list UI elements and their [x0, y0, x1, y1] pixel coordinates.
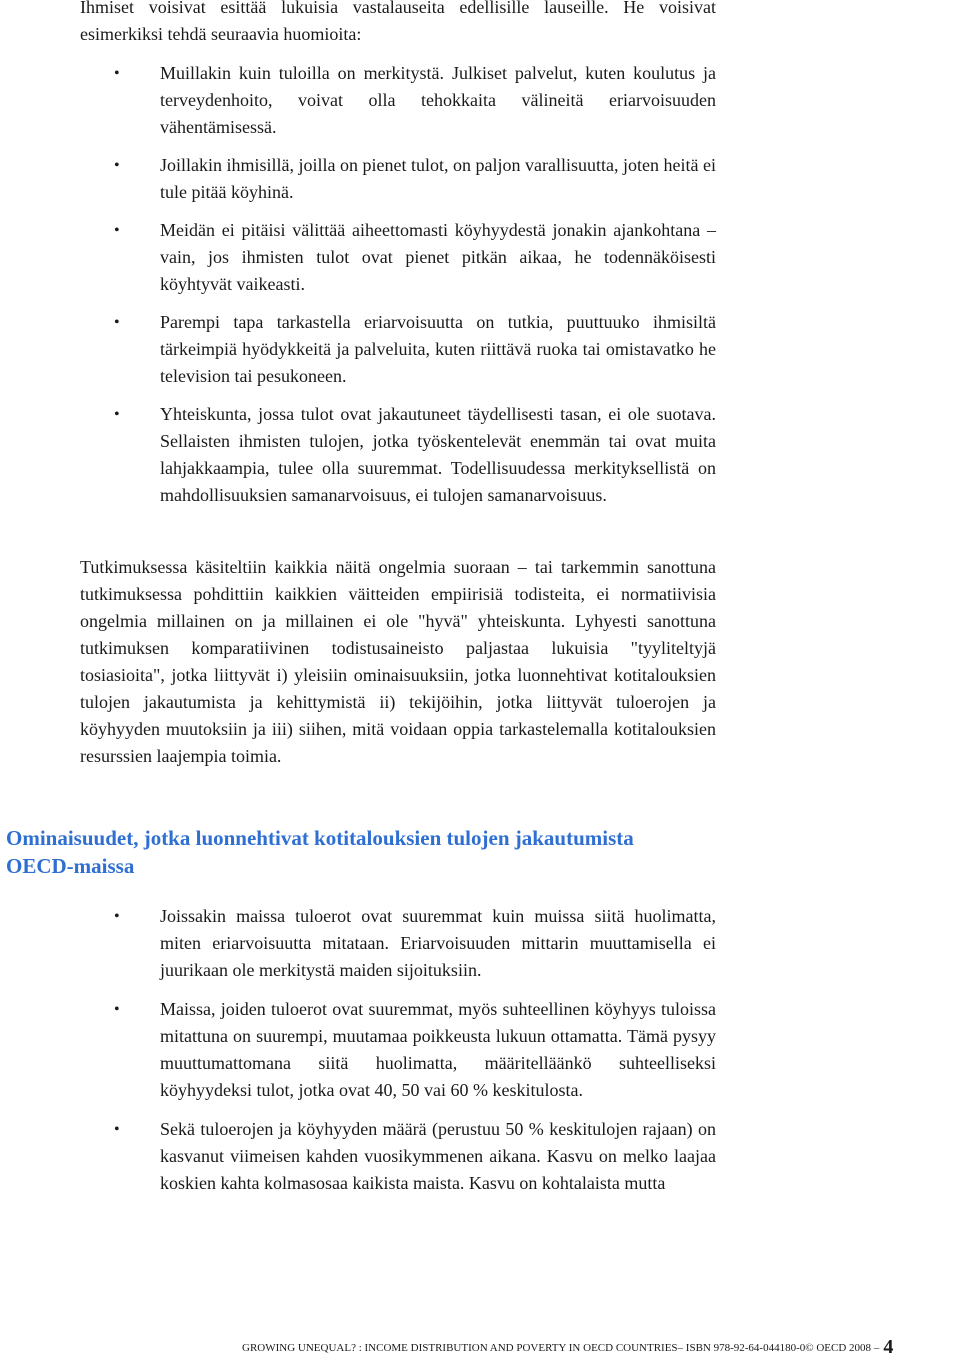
list-item-text: Muillakin kuin tuloilla on merkitystä. Julkiset palvelut, kuten koulutus ja terveydenhoito, voivat olla tehokkaita välineitä eriarvoisuuden vähentämisessä.	[160, 63, 716, 137]
bullet-icon: •	[114, 157, 120, 174]
intro-text: Ihmiset voisivat esittää lukuisia vastalauseita edellisille lauseille. He voisivat esimerkiksi tehdä seuraavia huomioita:	[80, 0, 716, 44]
list-item-text: Joillakin ihmisillä, joilla on pienet tulot, on paljon varallisuutta, joten heitä ei tule pitää köyhinä.	[160, 155, 716, 202]
list-item-text: Meidän ei pitäisi välittää aiheettomasti köyhyydestä jonakin ajankohtana – vain, jos ihmisten tulot ovat pienet pitkän aikaa, he todennäköisesti köyhtyvät vaikeasti.	[160, 220, 716, 294]
list-item	[80, 60, 716, 141]
bullet-icon: •	[114, 222, 120, 239]
section-heading: Ominaisuudet, jotka luonnehtivat kotitalouksien tulojen jakautumista OECD-maissa	[6, 826, 634, 878]
intro-paragraph	[80, 0, 716, 48]
bullet-icon: •	[114, 406, 120, 423]
bullet-icon: •	[114, 1001, 120, 1018]
list-item	[80, 217, 716, 298]
bullet-icon: •	[114, 65, 120, 82]
findings-list	[80, 903, 716, 1209]
list-item	[80, 903, 716, 984]
research-paragraph	[80, 554, 716, 770]
list-item	[80, 309, 716, 390]
page-footer	[242, 1336, 960, 1359]
bullet-icon: •	[114, 1121, 120, 1138]
list-item	[80, 1116, 716, 1197]
list-item	[80, 996, 716, 1104]
bullet-icon: •	[114, 314, 120, 331]
objections-list	[80, 60, 716, 520]
list-item-text: Yhteiskunta, jossa tulot ovat jakautuneet täydellisesti tasan, ei ole suotava. Sellaisten ihmisten tulojen, jotka työskentelevät enemmän tai ovat muita lahjakkaampia, tulee olla suuremmat. Todellisuudessa merkityksellistä on mahdollisuuksien samanarvoisuus, ei tulojen samanarvoisuus.	[160, 404, 716, 505]
list-item-text: Parempi tapa tarkastella eriarvoisuutta on tutkia, puuttuuko ihmisiltä tärkeimpiä hyödykkeitä ja palveluita, kuten riittävä ruoka tai omistavatko he television tai pesukoneen.	[160, 312, 716, 386]
list-item	[80, 401, 716, 509]
list-item-text: Joissakin maissa tuloerot ovat suuremmat kuin muissa siitä huolimatta, miten eriarvoisuutta mitataan. Eriarvoisuuden mittarin muuttamisella ei juurikaan ole merkitystä maiden sijoituksiin.	[160, 906, 716, 980]
footer-text: GROWING UNEQUAL? : INCOME DISTRIBUTION AND POVERTY IN OECD COUNTRIES– ISBN 978-92-64-044180-0© OECD 2008 –	[242, 1342, 880, 1354]
page-number: 4	[883, 1336, 894, 1358]
research-text: Tutkimuksessa käsiteltiin kaikkia näitä ongelmia suoraan – tai tarkemmin sanottuna tutkimuksessa pohdittiin kaikkien väitteiden empiirisiä todisteita, ei normatiivisia ongelmia millainen on ja millainen ei ole "hyvä" yhteiskunta. Lyhyesti sanottuna tutkimuksen komparatiivinen todistusaineisto paljastaa lukuisia "tyyliteltyjä tosiasioita", jotka liittyvät i) yleisiin ominaisuuksiin, jotka luonnehtivat kotitalouksien tulojen jakautumista ja kehittymistä ii) tekijöihin, jotka liittyvät tuloerojen ja köyhyyden muutoksiin ja iii) siihen, mitä voidaan oppia tarkastelemalla kotitalouksien resurssien laajempia toimia.	[80, 557, 716, 766]
bullet-icon: •	[114, 908, 120, 925]
list-item-text: Sekä tuloerojen ja köyhyyden määrä (perustuu 50 % keskitulojen rajaan) on kasvanut viimeisen kahden vuosikymmenen aikana. Kasvu on melko laajaa koskien kahta kolmasosaa kaikista maista. Kasvu on kohtalaista mutta	[160, 1119, 716, 1193]
list-item	[80, 152, 716, 206]
list-item-text: Maissa, joiden tuloerot ovat suuremmat, myös suhteellinen köyhyys tuloissa mitattuna on suurempi, muutamaa poikkeusta lukuun ottamatta. Tämä pysyy muuttumattomana siitä huolimatta, määritelläänkö suhteelliseksi köyhyydeksi tulot, jotka ovat 40, 50 vai 60 % keskitulosta.	[160, 999, 716, 1100]
